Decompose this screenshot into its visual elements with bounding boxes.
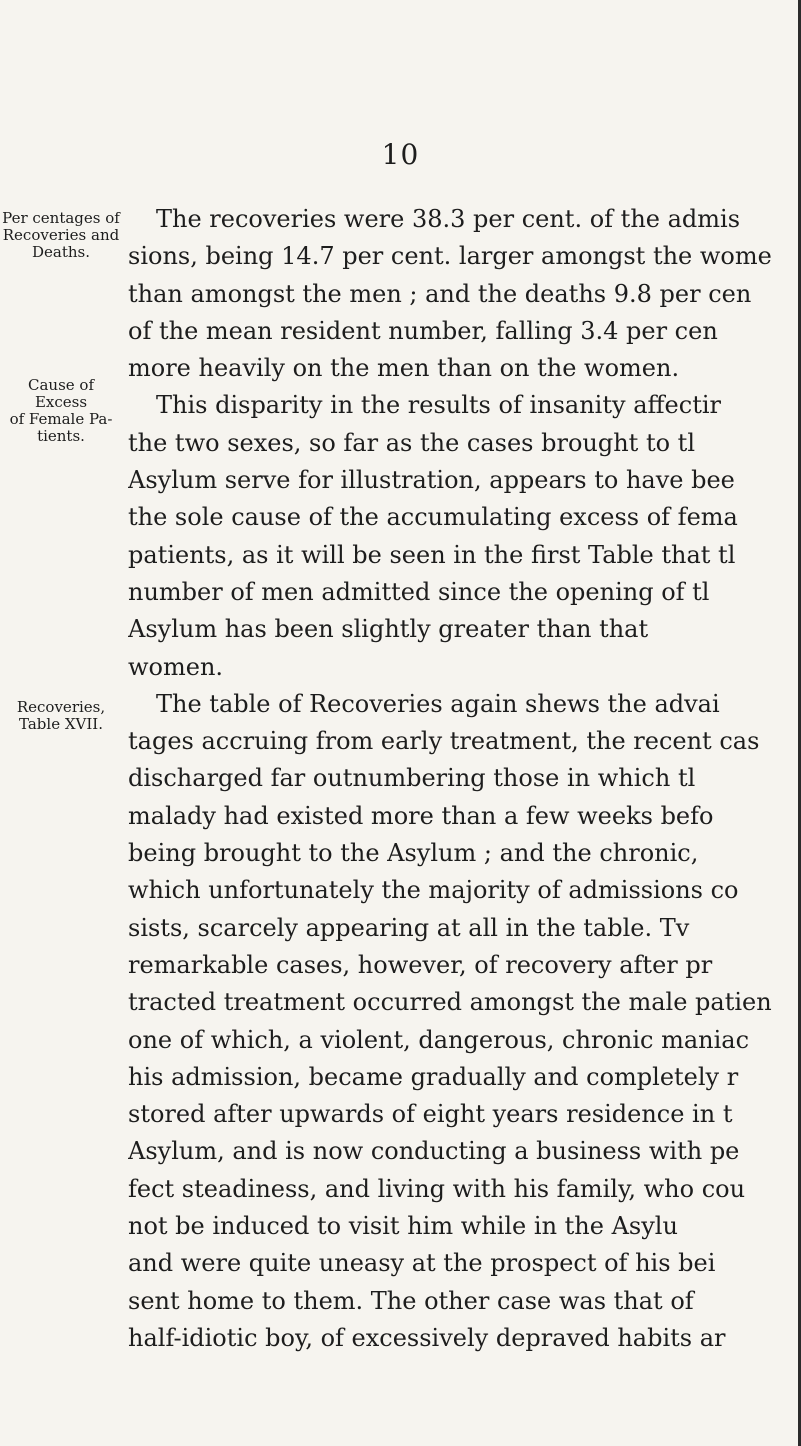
text-line: The table of Recoveries again shews the advai [156,689,720,718]
margin-note-line: Cause of Excess [27,376,94,411]
text-line: of the mean resident number, falling 3.4 per cen [128,316,718,345]
text-line: tracted treatment occurred amongst the male patien [128,988,772,1017]
text-line: and were quite uneasy at the prospect of his bei [128,1249,716,1278]
margin-note-percentages [2,210,120,261]
text-line: This disparity in the results of insanity affectir [156,391,721,420]
margin-note-line: Recoveries and [2,226,120,244]
text-line: fect steadiness, and living with his family, who cou [128,1174,746,1203]
text-line: discharged far outnumbering those in which tl [128,764,696,793]
text-line: one of which, a violent, dangerous, chronic maniac [128,1025,750,1054]
text-line: remarkable cases, however, of recovery after pr [128,950,713,979]
margin-note-line: Per centages of [2,209,120,227]
margin-note-line: Recoveries, [16,698,106,716]
text-line: Asylum serve for illustration, appears to have bee [128,466,735,495]
text-line: the two sexes, so far as the cases brought to tl [128,428,695,457]
body-text [128,201,796,1357]
text-line: sists, scarcely appearing at all in the table. Tv [128,913,690,942]
text-line: not be induced to visit him while in the Asylu [128,1212,678,1241]
text-line: more heavily on the men than on the women. [128,354,680,383]
text-line: women. [128,652,224,681]
margin-note-line: of Female Pa- [9,410,113,428]
text-line: patients, as it will be seen in the first Table that tl [128,540,736,569]
margin-note-line: tients. [37,427,85,445]
margin-note-line: Table XVII. [19,715,103,733]
text-line: which unfortunately the majority of admissions co [128,876,739,905]
margin-note-line: Deaths. [31,243,90,261]
text-line: The recoveries were 38.3 per cent. of the admis [156,205,741,233]
text-line: being brought to the Asylum ; and the chronic, [128,839,699,868]
text-line: his admission, became gradually and completely r [128,1062,739,1091]
text-line: the sole cause of the accumulating excess of fema [128,503,738,532]
text-line: than amongst the men ; and the deaths 9.8 per cen [128,279,752,308]
text-line: sent home to them. The other case was that of [128,1286,694,1315]
text-line: tages accruing from early treatment, the recent cas [128,727,760,756]
page-number: 10 [381,138,420,171]
margin-note-cause-of-excess [2,377,120,445]
text-line: sions, being 14.7 per cent. larger amongst the wome [128,242,772,271]
text-line: Asylum, and is now conducting a business with pe [128,1137,740,1166]
text-line: stored after upwards of eight years residence in t [128,1100,733,1129]
margin-note-recoveries [2,699,120,733]
text-line: Asylum has been slightly greater than that [128,615,649,644]
text-line: malady had existed more than a few weeks befo [128,801,714,830]
text-line: number of men admitted since the opening of tl [128,577,710,606]
text-line: half-idiotic boy, of excessively depraved habits ar [128,1323,726,1352]
